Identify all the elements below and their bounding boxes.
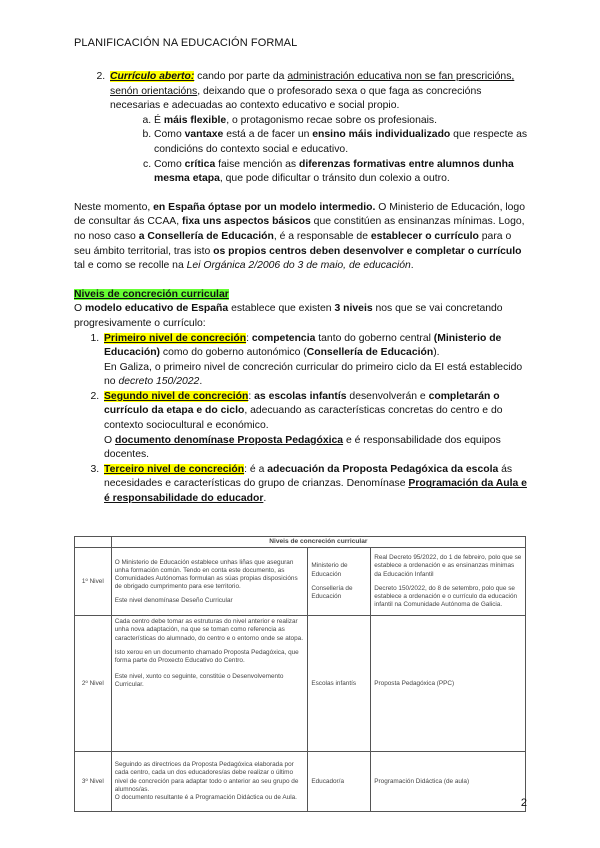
curriculum-list bbox=[74, 70, 528, 187]
document-body bbox=[74, 70, 528, 507]
admin-orientacions: administración educativa non se fan prescricións, senón orientacións bbox=[110, 71, 515, 97]
table-row: 3º Nivel Seguindo as directrices da Proposta Pedagóxica elaborada por cada centro, cada un dos educadores/as debe realizar o último nivel de concreción para adaptar todo o anterior ao seu grupo de alumnos/as. O documento resultante é a Programación Didáctica ou de Aula. Educador/a Programación Didáctica (de aula) bbox=[75, 752, 526, 812]
levels-list bbox=[74, 332, 528, 507]
section-lead: O modelo educativo de España establece que existen 3 niveis nos que se vai concretando progresivamente o currículo: bbox=[74, 303, 503, 329]
table-row: 1º Nivel O Ministerio de Educación establece unhas liñas que aseguran unha formación común. Tendo en conta este documento, as Comunidades Autónomas formulan as súas propias disposicións de obrigado cumprimento para ese territorio. Este nivel denomínase Deseño Curricular Ministerio de Educación Consellería de Educación Real Decreto 95/2022, do 1 de febreiro, polo que se establece a ordenación e as ensinanzas mínimas da Educación Infantil Decreto 150/2022, do 8 de setembro, polo que se establece a ordenación e o currículo da educación infantil na Comunidade Autónoma de Galicia. bbox=[75, 548, 526, 616]
curriculum-sublist bbox=[110, 114, 528, 187]
term-curriculo-aberto: Currículo aberto: bbox=[110, 71, 195, 82]
section-heading: Niveis de concreción curricular bbox=[74, 288, 229, 300]
intro-paragraph: Neste momento, en España óptase por un modelo intermedio. O Ministerio de Educación, logo de consultar ás CCAA, fixa uns aspectos básicos que constitúen as ensinanzas mínimas. Logo, no noso caso a Consellería de Educación, é a responsable de establecer o currículo para o seu ámbito territorial, tras isto os propios centros deben desenvolver e completar o currículo tal e como se recolle na Lei Orgánica 2/2006 do 3 de maio, de educación. bbox=[74, 201, 525, 272]
list-item-level-1: 1. Primeiro nivel de concreción: competencia tanto do goberno central (Ministerio de Educación) como do goberno autonómico (Consellería de Educación). En Galiza, o primeiro nivel de concreción curricular do primeiro ciclo da EI está establecido no decreto 150/2022. bbox=[102, 332, 528, 390]
table-title: Niveis de concreción curricular bbox=[111, 537, 525, 548]
levels-table bbox=[74, 536, 526, 812]
page-header: PLANIFICACIÓN NA EDUCACIÓN FORMAL bbox=[74, 37, 298, 49]
list-item-curriculo-aberto: 2. Currículo aberto: cando por parte da administración educativa non se fan prescricións, senón orientacións, deixando que o profesorado sexa o que faga as concrecións necesarias e adecuadas ao contexto educativo e social propio. a. É máis flexible, o protagonismo recae sobre os profesionais. b. Como vantaxe está a de facer un ensino máis individualizado que respecte as condicións do contexto social e educativo. c. Como crítica faise mención as diferenzas formativas entre alumnos dunha mesma etapa, que pode dificultar o tránsito dun colexio a outro. bbox=[108, 70, 528, 187]
sub-item-b: b. Como vantaxe está a de facer un ensino máis individualizado que respecte as condicións do contexto social e educativo. bbox=[154, 128, 528, 157]
sub-item-c: c. Como crítica faise mención as diferenzas formativas entre alumnos dunha mesma etapa, que pode dificultar o tránsito dun colexio a outro. bbox=[154, 158, 528, 187]
page-number: 2 bbox=[520, 797, 527, 809]
list-item-level-3: 3. Terceiro nivel de concreción: é a adecuación da Proposta Pedagóxica da escola ás necesidades e características do grupo de crianzas. Denomínase Programación da Aula e é responsabilidade do educador. bbox=[102, 463, 528, 507]
list-item-level-2: 2. Segundo nivel de concreción: as escolas infantís desenvolverán e completarán o currículo da etapa e do ciclo, adecuando as características concretas do centro e do contexto sociocultural e económico. O documento denomínase Proposta Pedagóxica e é responsabilidade dos equipos docentes. bbox=[102, 390, 528, 463]
sub-item-a: a. É máis flexible, o protagonismo recae sobre os profesionais. bbox=[154, 114, 528, 129]
law-reference: Lei Orgánica 2/2006 do 3 de maio, de educación bbox=[186, 260, 411, 272]
table-row: 2º Nivel Cada centro debe tomar as estruturas do nivel anterior e realizar unha nova adaptación, na que se toman como referencia as características do alumnado, do centro e o entorno onde se atopa. Isto xerou en un documento chamado Proposta Pedagóxica, que forma parte do Proxecto Educativo do Centro. Este nivel, xunto co seguinte, constitúe o Desenvolvemento Curricular. Escolas infantís Proposta Pedagóxica (PPC) bbox=[75, 616, 526, 752]
